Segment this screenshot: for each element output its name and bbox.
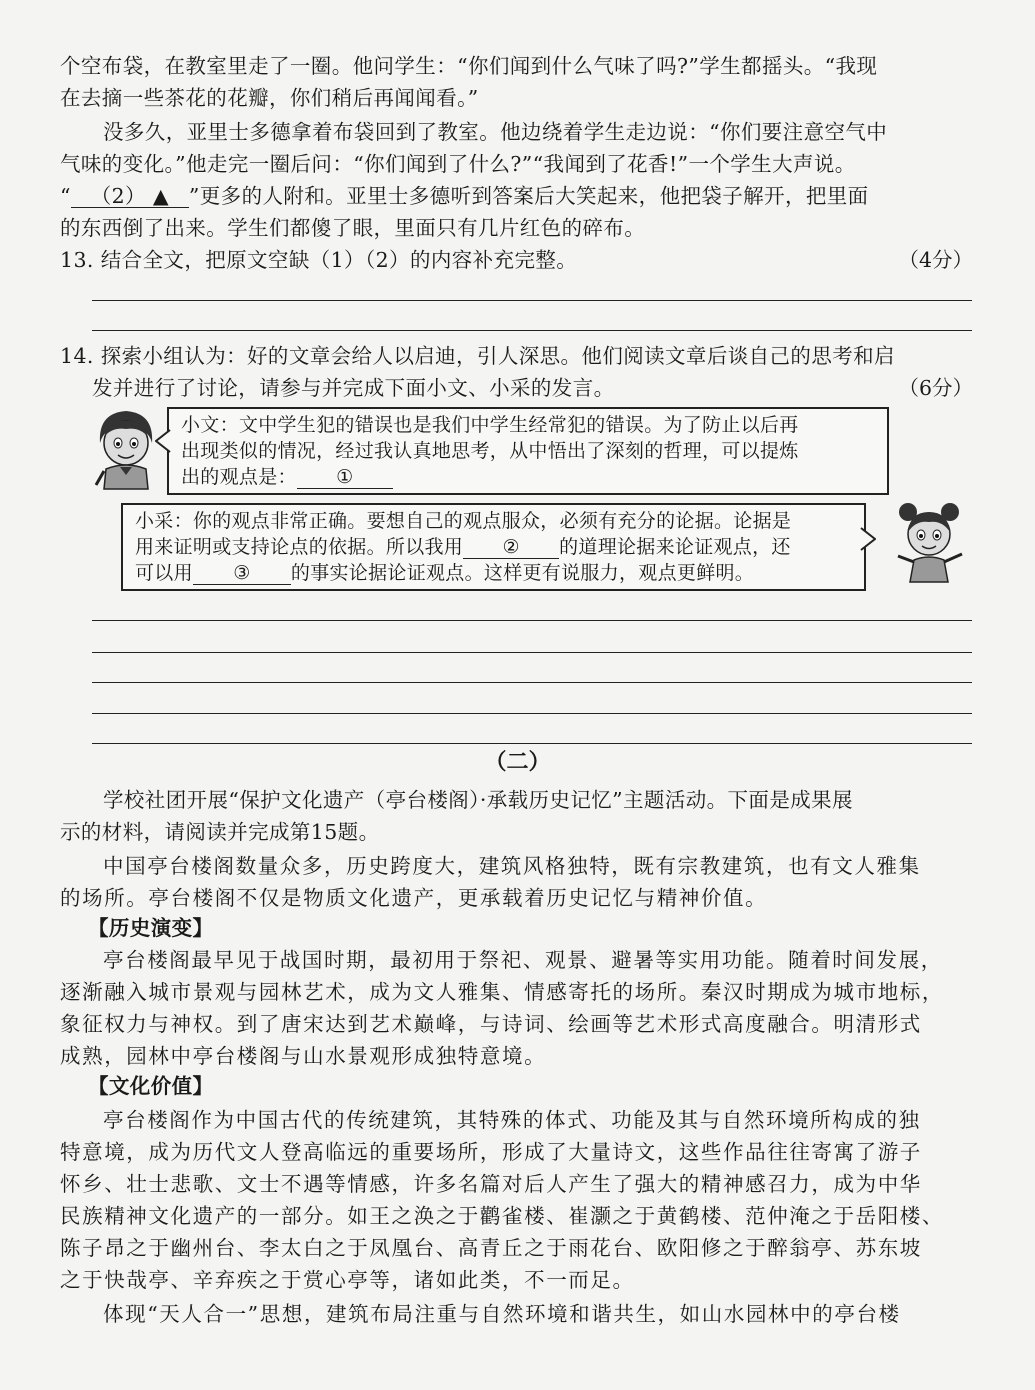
answer-line[interactable]: [92, 330, 972, 331]
material-line: 体现“天人合一”思想，建筑布局注重与自然环境和谐共生，如山水园林中的亭台楼: [103, 1302, 901, 1326]
question-14: 14. 探索小组认为：好的文章会给人以启迪，引人深思。他们阅读文章后谈自己的思考和启: [60, 344, 895, 368]
open-quote: “: [60, 184, 71, 208]
material-line: 逐渐融入城市景观与园林艺术，成为文人雅集、情感寄托的场所。秦汉时期成为城市地标，: [60, 980, 944, 1004]
story-line: 在去摘一些茶花的花瓣，你们稍后再闻闻看。”: [60, 86, 479, 110]
boy-avatar-icon: [90, 405, 162, 490]
section-intro: 示的材料，请阅读并完成第15题。: [60, 820, 380, 844]
story-line: 气味的变化。”他走完一圈后问：“你们闻到了什么?”“我闻到了花香!”一个学生大声说。: [60, 152, 856, 176]
material-line: 民族精神文化遗产的一部分。如王之涣之于鹳雀楼、崔灏之于黄鹤楼、范仲淹之于岳阳楼、: [60, 1204, 944, 1228]
material-line: 亭台楼阁作为中国古代的传统建筑，其特殊的体式、功能及其与自然环境所构成的独: [103, 1108, 921, 1132]
question-13-score: （4分）: [898, 248, 973, 272]
answer-line[interactable]: [92, 652, 972, 653]
answer-line[interactable]: [92, 682, 972, 683]
xiaocai-speech-bubble: [121, 503, 866, 591]
xiaowen-line: 出现类似的情况，经过我认真地思考，从中悟出了深刻的哲理，可以提炼: [181, 440, 799, 462]
bubble-pointer-icon: [155, 428, 171, 454]
xiaowen-text: 出的观点是：: [181, 466, 297, 488]
xiaocai-line-with-blank: [135, 561, 754, 586]
xiaowen-line: 小文：文中学生犯的错误也是我们中学生经常犯的错误。为了防止以后再: [181, 414, 799, 436]
material-line: 亭台楼阁最早见于战国时期，最初用于祭祀、观景、避暑等实用功能。随着时间发展，: [103, 948, 943, 972]
answer-line[interactable]: [92, 743, 972, 744]
xiaocai-text: 可以用: [135, 562, 193, 584]
material-line: 中国亭台楼阁数量众多，历史跨度大，建筑风格独特，既有宗教建筑，也有文人雅集: [103, 854, 921, 878]
story-line: 没多久，亚里士多德拿着布袋回到了教室。他边绕着学生走边说：“你们要注意空气中: [103, 120, 888, 144]
xiaocai-line: 小采：你的观点非常正确。要想自己的观点服众，必须有充分的论据。论据是: [135, 510, 792, 532]
section-title: （二）: [484, 749, 551, 775]
material-line: 特意境，成为历代文人登高临远的重要场所，形成了大量诗文，这些作品往往寄寓了游子: [60, 1140, 922, 1164]
story-line-with-blank: [60, 180, 975, 212]
answer-line[interactable]: [92, 713, 972, 714]
material-line: 怀乡、壮士悲歌、文士不遇等情感，许多名篇对后人产生了强大的精神感召力，成为中华: [60, 1172, 922, 1196]
heading-history: 【历史演变】: [88, 916, 214, 940]
xiaocai-text: 用来证明或支持论点的依据。所以我用: [135, 536, 464, 558]
material-line: 陈子昂之于幽州台、李太白之于凤凰台、高青丘之于雨花台、欧阳修之于醉翁亭、苏东坡: [60, 1236, 922, 1260]
bubble-pointer-icon: [860, 526, 876, 552]
girl-avatar-icon: [888, 498, 970, 584]
xiaowen-line-with-blank: [181, 465, 393, 490]
material-line: 之于快哉亭、辛弃疾之于赏心亭等，诸如此类，不一而足。: [60, 1268, 635, 1292]
answer-blank-2-argument[interactable]: ②: [463, 536, 559, 559]
answer-blank-2[interactable]: （2） ▲: [71, 185, 189, 208]
answer-blank-1[interactable]: ①: [297, 466, 393, 489]
answer-line[interactable]: [92, 620, 972, 621]
story-line: 个空布袋，在教室里走了一圈。他问学生：“你们闻到什么气味了吗?”学生都摇头。“我现: [60, 54, 878, 78]
story-line: 的东西倒了出来。学生们都傻了眼，里面只有几片红色的碎布。: [60, 216, 646, 240]
answer-blank-3[interactable]: ③: [193, 562, 291, 585]
question-14-score: （6分）: [898, 376, 973, 400]
xiaocai-text: 的事实论据论证观点。这样更有说服力，观点更鲜明。: [290, 562, 755, 584]
material-line: 成熟，园林中亭台楼阁与山水景观形成独特意境。: [60, 1044, 547, 1068]
material-line: 象征权力与神权。到了唐宋达到艺术巅峰，与诗词、绘画等艺术形式高度融合。明清形式: [60, 1012, 922, 1036]
question-13: 13. 结合全文，把原文空缺（1）（2）的内容补充完整。: [60, 248, 578, 272]
story-text: ”更多的人附和。亚里士多德听到答案后大笑起来，他把袋子解开，把里面: [188, 184, 869, 208]
question-14: 发并进行了讨论，请参与并完成下面小文、小采的发言。: [92, 376, 615, 400]
xiaocai-line-with-blank: [135, 535, 791, 560]
answer-line[interactable]: [92, 300, 972, 301]
heading-culture: 【文化价值】: [88, 1074, 214, 1098]
material-line: 的场所。亭台楼阁不仅是物质文化遗产，更承载着历史记忆与精神价值。: [60, 886, 768, 910]
xiaocai-text: 的道理论据来论证观点，还: [559, 536, 791, 558]
section-intro: 学校社团开展“保护文化遗产（亭台楼阁）·承载历史记忆”主题活动。下面是成果展: [103, 788, 853, 812]
xiaowen-speech-bubble: [167, 407, 889, 495]
